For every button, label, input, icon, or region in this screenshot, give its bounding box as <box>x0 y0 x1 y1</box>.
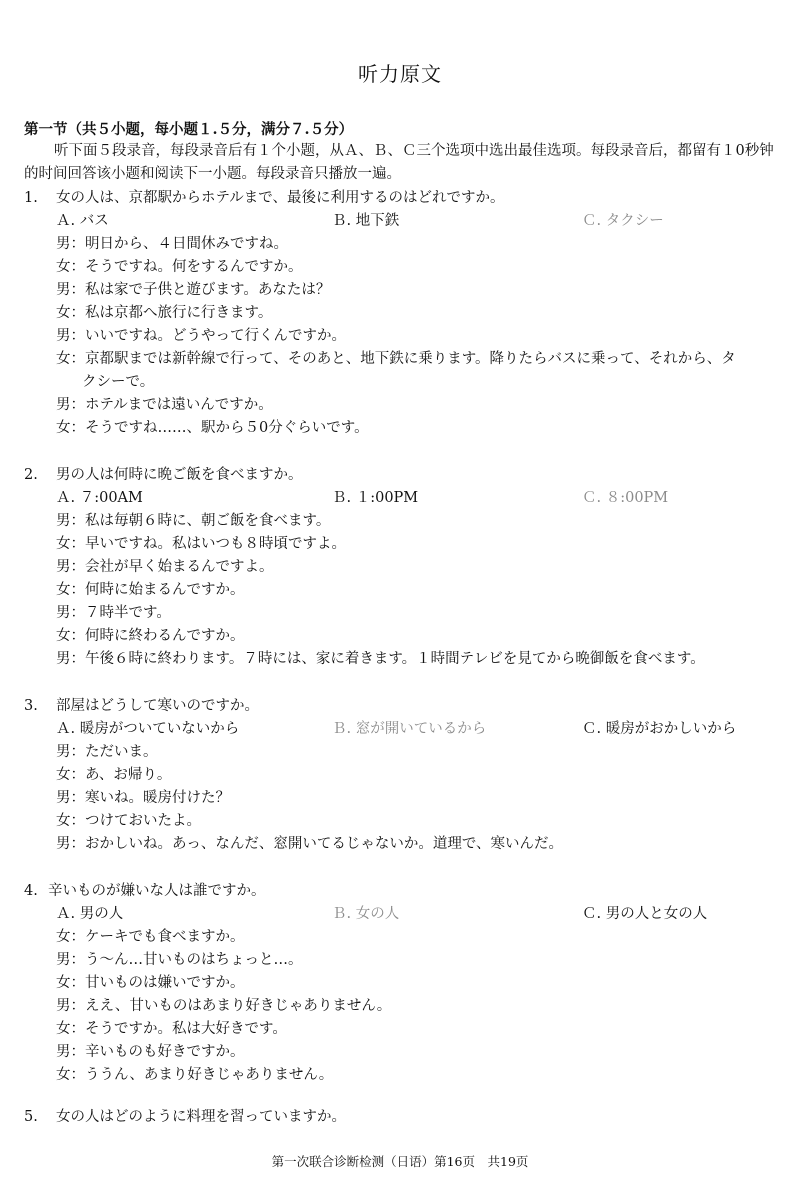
q1-dialogue-line: 女：京都駅までは新幹線で行って、そのあと、地下鉄に乗ります。降りたらバスに乗って、それから、タ <box>56 351 736 367</box>
section-heading: 第一节（共５小题，每小题１.５分，满分７.５分） <box>24 121 354 138</box>
q2-dialogue-line: 男：午後６時に終わります。７時には、家に着きます。１時間テレビを見てから晩御飯を食べます。 <box>56 651 705 667</box>
page-footer: 第一次联合诊断检测（日语）第16页 共19页 <box>271 1154 529 1169</box>
q4-dialogue-line: 男：辛いものも好きですか。 <box>56 1044 245 1060</box>
q1-dialogue-line: 男：私は家で子供と遊びます。あなたは？ <box>56 282 331 298</box>
q2-dialogue-line: 女：早いですね。私はいつも８時頃ですよ。 <box>56 536 346 552</box>
q3-dialogue-line: 女：つけておいたよ。 <box>56 813 201 829</box>
q4-dialogue-line: 女：ケーキでも食べますか。 <box>56 929 245 945</box>
question-4-number: 4. <box>24 883 38 899</box>
question-2-number: 2. <box>24 467 38 483</box>
question-1-number: 1. <box>24 190 38 206</box>
q4-dialogue-line: 男：ええ、甘いものはあまり好きじゃありません。 <box>56 998 392 1014</box>
q2-dialogue-line: 女：何時に始まるんですか。 <box>56 582 245 598</box>
q1-option-a: Ａ. バス <box>56 213 109 229</box>
q2-option-c: Ｃ. ８:00PM <box>582 490 669 506</box>
page-title: 听力原文 <box>358 62 442 86</box>
question-5-number: 5. <box>24 1109 38 1125</box>
question-4-text: 辛いものが嫌いな人は誰ですか。 <box>48 883 266 899</box>
q2-dialogue-line: 男：私は毎朝６時に、朝ご飯を食べます。 <box>56 513 331 529</box>
q4-dialogue-line: 男：う～ん…甘いものはちょっと…。 <box>56 952 303 968</box>
q1-dialogue-line: 女：私は京都へ旅行に行きます。 <box>56 305 273 321</box>
q1-dialogue-line: クシーで。 <box>82 374 155 390</box>
q4-option-b: Ｂ. 女の人 <box>332 906 400 922</box>
question-3-number: 3. <box>24 698 38 714</box>
q1-dialogue-line: 男：ホテルまでは遠いんですか。 <box>56 397 273 413</box>
q1-dialogue-line: 女：そうですね……、駅から５0分ぐらいです。 <box>56 420 369 436</box>
q1-option-c: Ｃ. タクシー <box>582 213 664 229</box>
question-1-text: 女の人は、京都駅からホテルまで、最後に利用するのはどれですか。 <box>56 190 505 206</box>
q2-dialogue-line: 男：会社が早く始まるんですよ。 <box>56 559 274 575</box>
instructions: 听下面５段录音，每段录音后有１个小题，从Ａ、Ｂ、Ｃ三个选项中选出最佳选项。每段录音后，都留有１0秒钟的时间回答该小题和阅读下一小题。每段录音只播放一遍。 <box>24 143 774 182</box>
q3-option-a: Ａ. 暖房がついていないから <box>56 721 240 737</box>
q4-dialogue-line: 女：そうですか。私は大好きです。 <box>56 1021 287 1037</box>
q4-option-c: Ｃ. 男の人と女の人 <box>582 906 708 922</box>
q3-option-c: Ｃ. 暖房がおかしいから <box>582 721 737 737</box>
q1-dialogue-line: 女：そうですね。何をするんですか。 <box>56 259 303 275</box>
q3-dialogue-line: 女：あ、お帰り。 <box>56 767 172 783</box>
question-5-text: 女の人はどのように料理を習っていますか。 <box>56 1109 346 1125</box>
question-3-text: 部屋はどうして寒いのですか。 <box>56 698 259 714</box>
q3-dialogue-line: 男：ただいま。 <box>56 744 158 760</box>
q2-dialogue-line: 女：何時に終わるんですか。 <box>56 628 245 644</box>
q2-option-b: Ｂ. １:00PM <box>332 490 419 506</box>
q2-dialogue-line: 男：７時半です。 <box>56 605 171 621</box>
q4-dialogue-line: 女：ううん、あまり好きじゃありません。 <box>56 1067 334 1083</box>
q3-dialogue-line: 男：寒いね。暖房付けた？ <box>56 790 230 806</box>
q3-option-b: Ｂ. 窓が開いているから <box>332 721 487 737</box>
q2-option-a: Ａ. ７:00AM <box>56 490 143 506</box>
q1-dialogue-line: 男：明日から、４日間休みですね。 <box>56 236 288 252</box>
q1-option-b: Ｂ. 地下鉄 <box>332 213 400 229</box>
q4-dialogue-line: 女：甘いものは嫌いですか。 <box>56 975 245 991</box>
q3-dialogue-line: 男：おかしいね。あっ、なんだ、窓開いてるじゃないか。道理で、寒いんだ。 <box>56 836 564 852</box>
q4-option-a: Ａ. 男の人 <box>56 906 124 922</box>
q1-dialogue-line: 男：いいですね。どうやって行くんですか。 <box>56 328 346 344</box>
question-2-text: 男の人は何時に晩ご飯を食べますか。 <box>56 467 303 483</box>
